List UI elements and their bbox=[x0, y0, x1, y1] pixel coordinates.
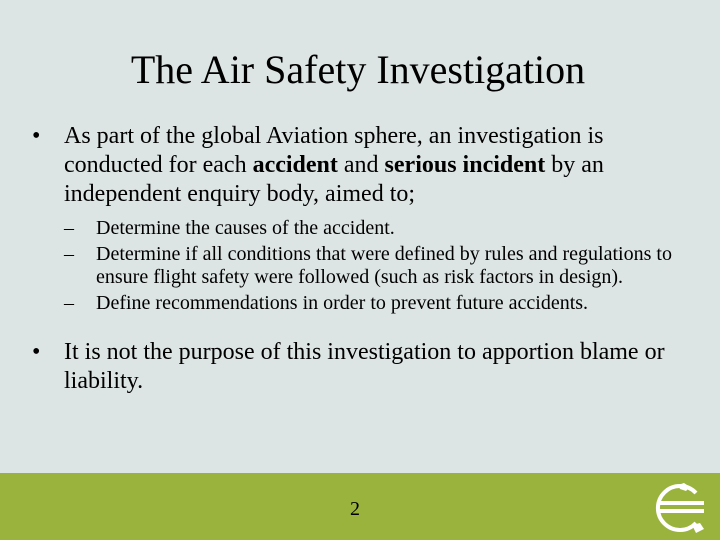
dash-marker: – bbox=[64, 217, 74, 239]
bullet-1-bold-accident: accident bbox=[252, 152, 338, 178]
slide-body bbox=[28, 122, 708, 396]
bullet-2-text: It is not the purpose of this investigation to apportion blame or liability. bbox=[64, 339, 665, 394]
bullet-marker: • bbox=[32, 123, 41, 149]
sub-bullet-text: Define recommendations in order to prevent future accidents. bbox=[96, 292, 589, 314]
slide-title-text: The Air Safety Investigation bbox=[130, 47, 586, 92]
footer-bar bbox=[0, 473, 720, 540]
bullet-item-1 bbox=[28, 122, 708, 209]
sub-bullet-item bbox=[64, 243, 708, 289]
sub-bullet-text: Determine the causes of the accident. bbox=[96, 217, 395, 239]
bullet-item-2 bbox=[28, 338, 708, 396]
dash-marker: – bbox=[64, 292, 74, 314]
sub-bullet-item bbox=[64, 217, 708, 240]
bullet-1-text-c: by an independent enquiry body, aimed to; bbox=[64, 152, 604, 207]
dash-marker: – bbox=[64, 243, 74, 265]
globe-logo-icon bbox=[652, 479, 712, 537]
sub-bullet-list bbox=[28, 217, 708, 315]
sub-bullet-item bbox=[64, 292, 708, 315]
page-number: 2 bbox=[350, 498, 360, 520]
bullet-1-text-b: and bbox=[337, 152, 385, 178]
slide-title bbox=[0, 46, 720, 94]
bullet-1-text-a: As part of the global Aviation sphere, an investigation is conducted for each bbox=[64, 123, 604, 178]
sub-bullet-text: Determine if all conditions that were defined by rules and regulations to ensure flight safety were followed (such as risk factors in design). bbox=[96, 243, 672, 288]
bullet-1-bold-serious-incident: serious incident bbox=[384, 152, 546, 178]
spacer bbox=[28, 318, 708, 338]
bullet-marker: • bbox=[32, 339, 41, 365]
